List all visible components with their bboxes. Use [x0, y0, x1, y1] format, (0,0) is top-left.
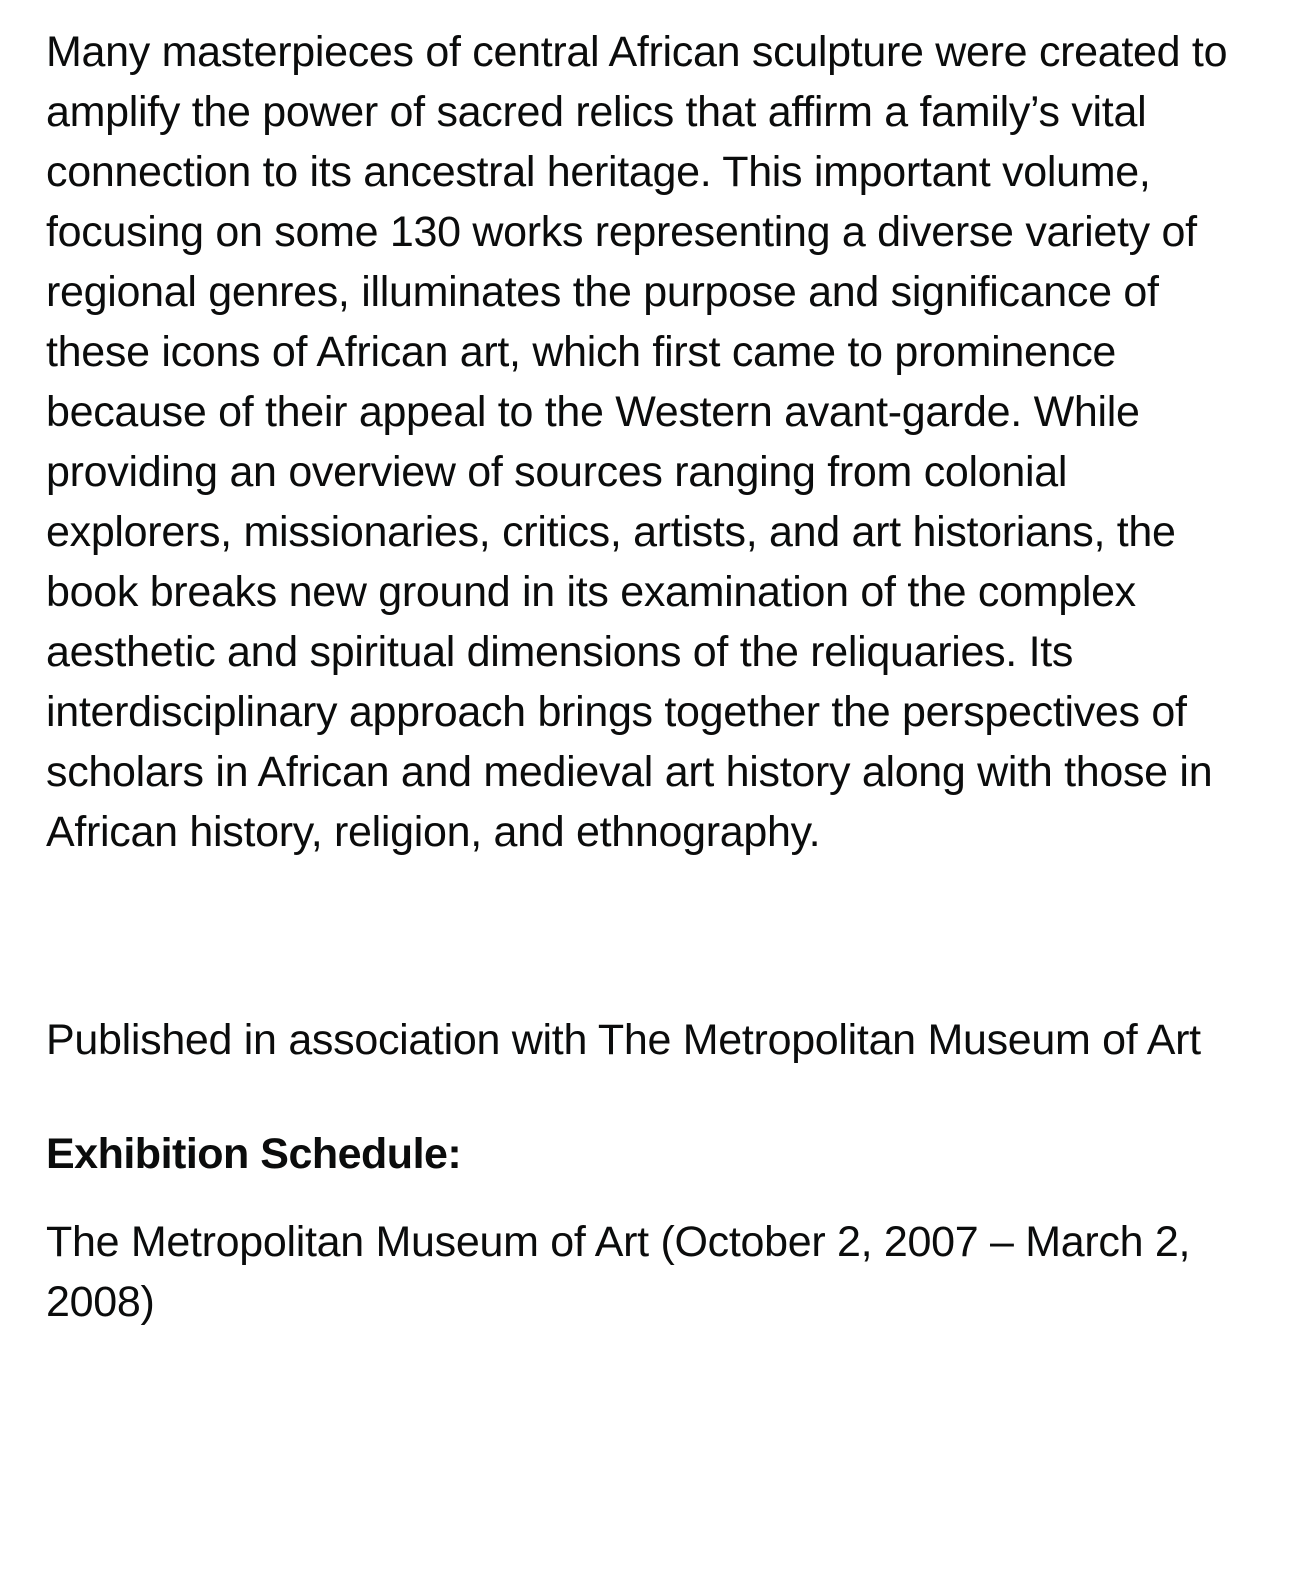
book-details — [46, 22, 1246, 1332]
exhibition-schedule-list — [46, 1212, 1246, 1332]
publisher-note: Published in association with The Metropolitan Museum of Art — [46, 1016, 1201, 1064]
book-description: Many masterpieces of central African sculpture were created to amplify the power of sacred relics that affirm a family’s vital connection to its ancestral heritage. This important volume, focusing on some 130 works representing a diverse variety of regional genres, illuminates the purpose and significance of these icons of African art, which first came to prominence because of their appeal to the Western avant-garde. While providing an overview of sources ranging from colonial explorers, missionaries, critics, artists, and art historians, the book breaks new ground in its examination of the complex aesthetic and spiritual dimensions of the reliquaries. Its interdisciplinary approach brings together the perspectives of scholars in African and medieval art history along with those in African history, religion, and ethnography. — [46, 28, 1228, 856]
exhibition-schedule-heading: Exhibition Schedule: — [46, 1130, 462, 1178]
exhibition-venue: The Metropolitan Museum of Art (October 2, 2007 – March 2, 2008) — [46, 1218, 1191, 1326]
